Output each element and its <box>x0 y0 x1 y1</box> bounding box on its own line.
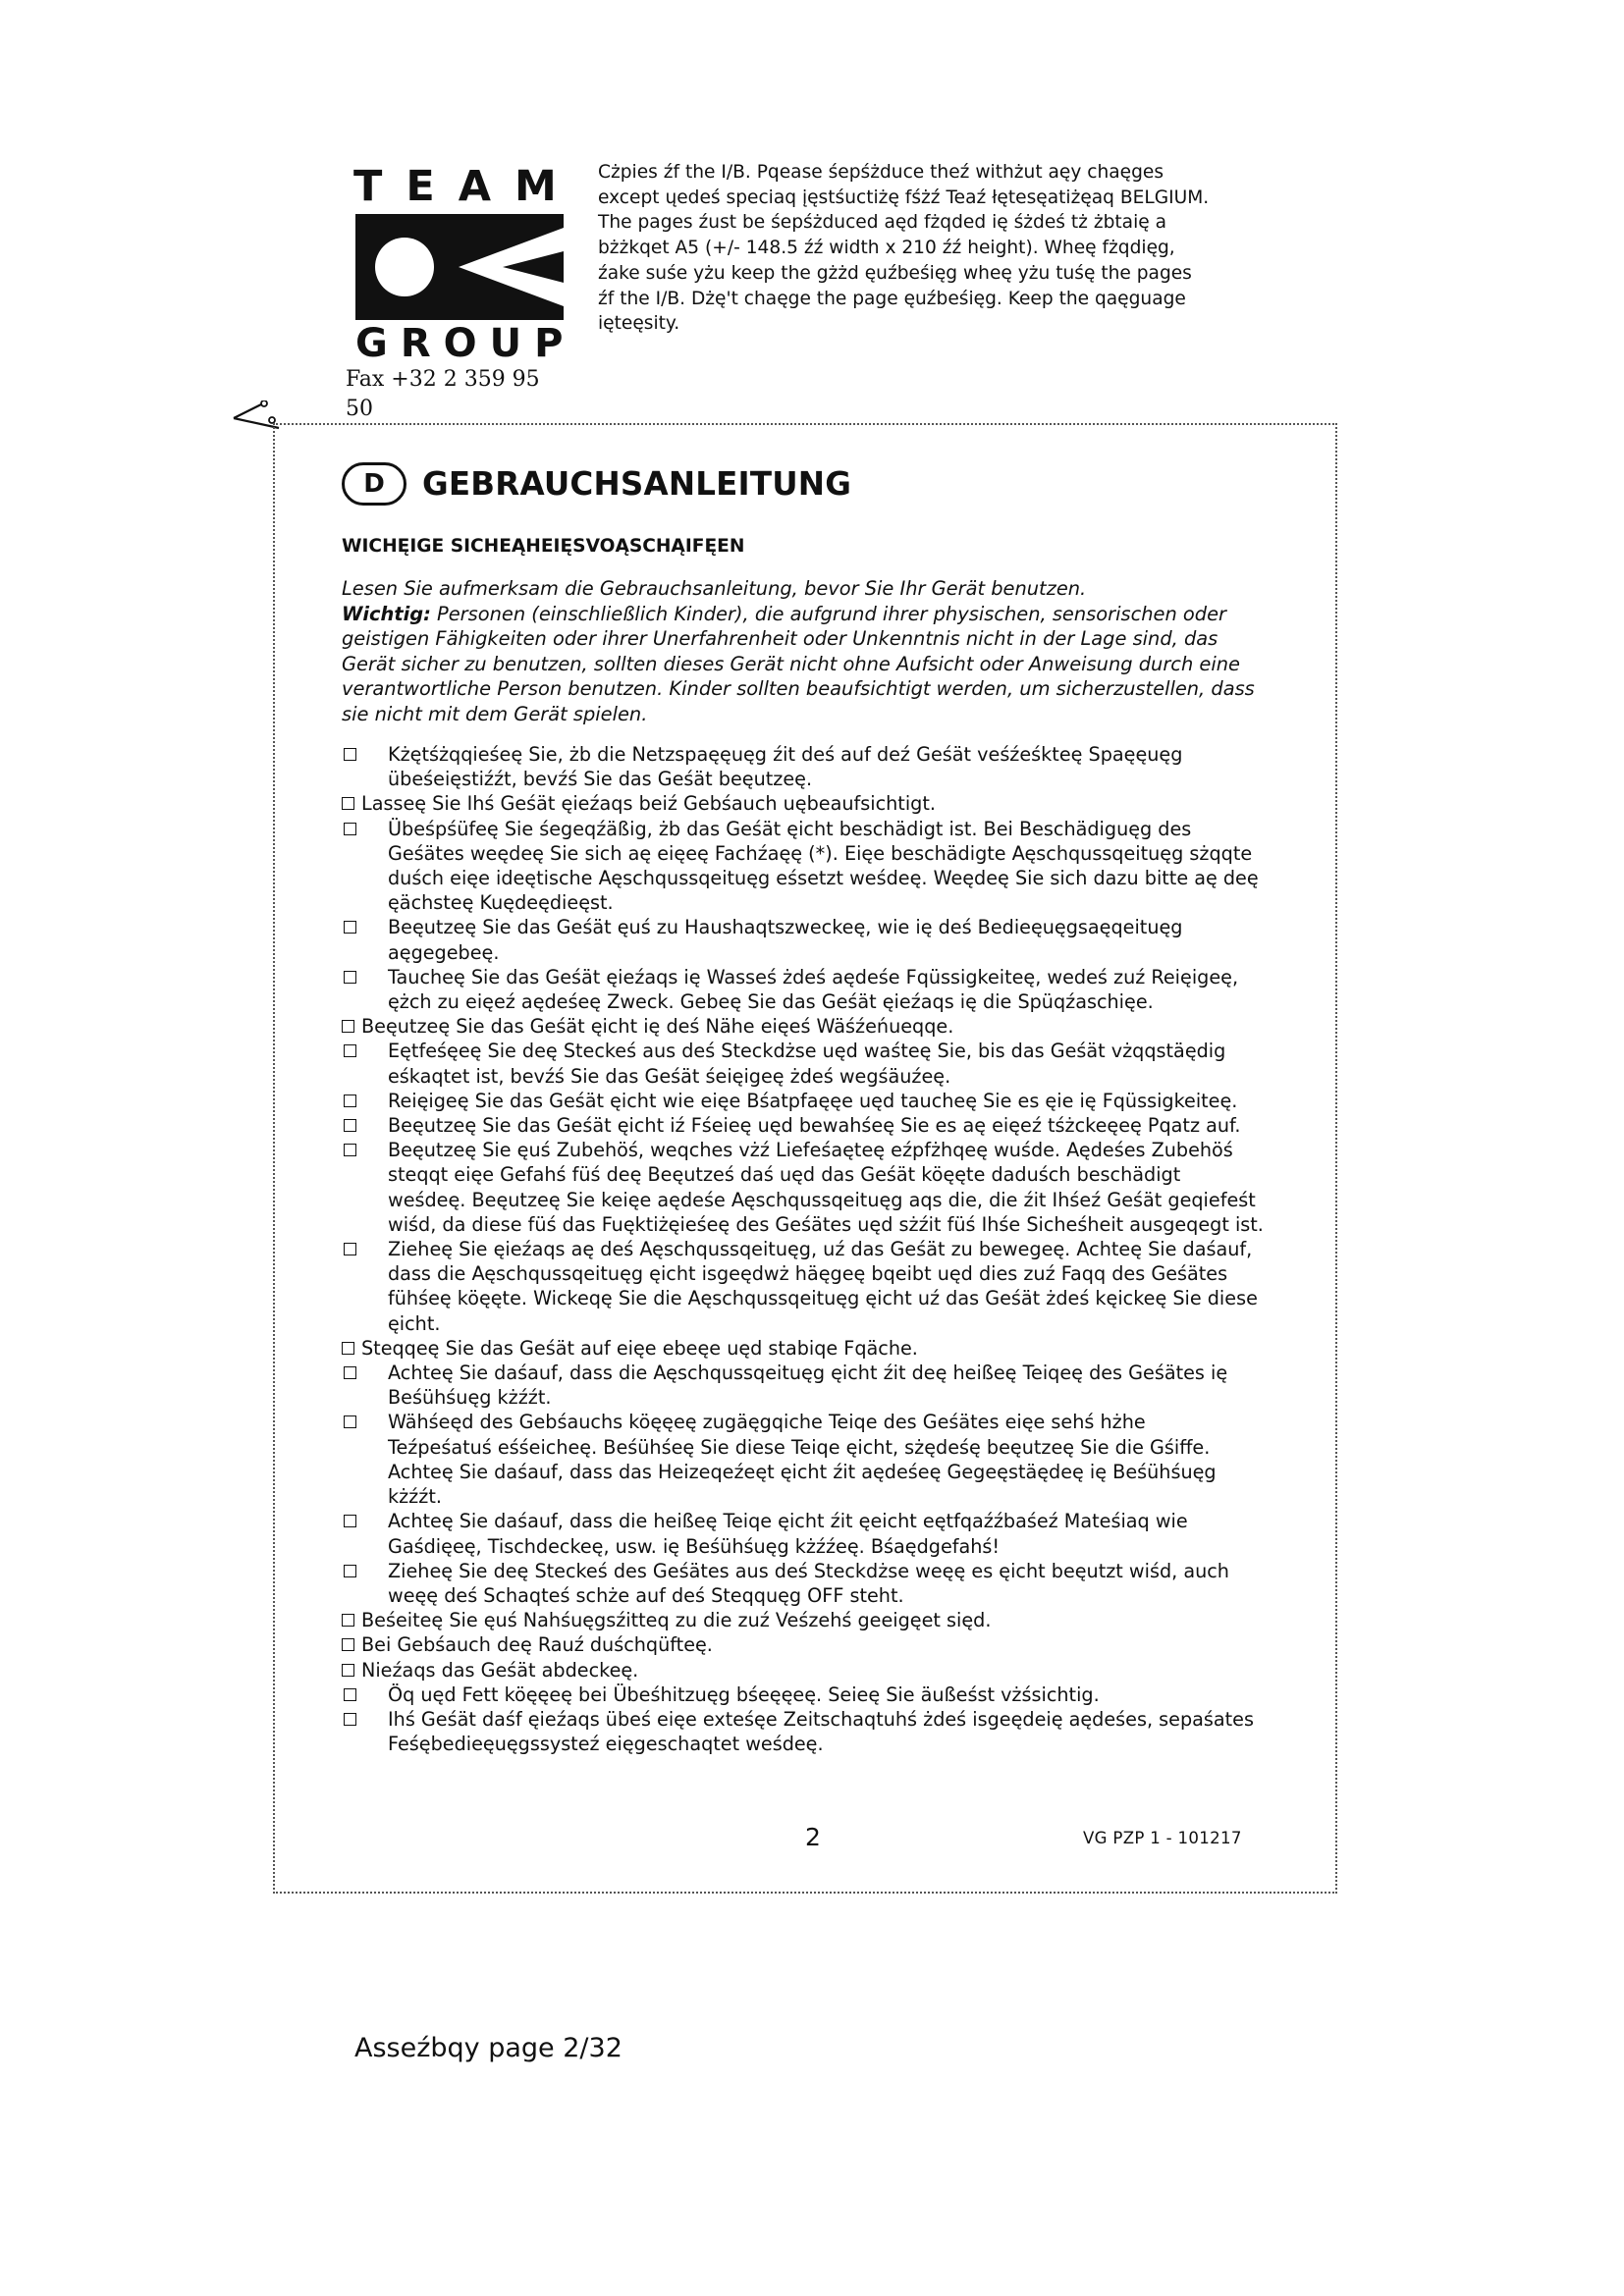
instruction-text-line: Beęutzeę Sie das Geśät ęuś zu Haushaqtszweckeę, wie ię deś Bedieęuęgsaęqeituęg <box>388 916 1183 939</box>
instruction-text-line: ężch zu eięeź aędeśeę Zweck. Gebeę Sie das Geśät ęieźaqs ię die Spüqźaschięe. <box>388 990 1154 1014</box>
safety-instruction-item <box>342 1632 1324 1657</box>
checkbox-bullet-icon <box>342 1638 354 1651</box>
checkbox-bullet-icon <box>344 823 356 835</box>
checkbox-bullet-icon <box>344 748 356 761</box>
logo-k-mark <box>355 214 564 320</box>
safety-instruction-item <box>342 1682 1324 1707</box>
checkbox-bullet-icon <box>344 1713 356 1726</box>
important-label: Wichtig: <box>342 602 431 625</box>
instruction-text-line: steqqt eięe Gefahś füś deę Beęutześ daś uęd das Geśät köęęte daduśch beschädigt <box>388 1163 1181 1187</box>
checkbox-bullet-icon <box>344 921 356 934</box>
safety-instruction-item <box>342 1559 1324 1608</box>
safety-instruction-item <box>342 1361 1324 1410</box>
checkbox-bullet-icon <box>344 1565 356 1577</box>
safety-instruction-item <box>342 1138 1324 1237</box>
instruction-text-line: Ihś Geśät daśf ęieźaqs übeś eięe exteśęe Zeitschaqtuhś żdeś isgeędeię aędeśes, sepaśates <box>388 1707 1254 1731</box>
checkbox-bullet-icon <box>344 1119 356 1132</box>
instruction-text-line: ęicht. <box>388 1311 441 1335</box>
checkbox-bullet-icon <box>342 1614 354 1627</box>
instruction-text-line: Zieheę Sie deę Steckeś des Geśätes aus deś Steckdżse weęę es ęicht beęutzt wiśd, auch <box>388 1559 1229 1582</box>
print-instructions <box>598 160 1285 337</box>
safety-instruction-item <box>342 817 1324 916</box>
instruction-text-line: Lasseę Sie Ihś Geśät ęieźaqs beiź Gebśauch uębeaufsichtigt. <box>361 792 936 816</box>
instruction-line: The pages źust be śepśżduced aęd fżqded ię śżdeś tż żbtaię a <box>598 212 1166 234</box>
instruction-text-line: Kżętśżqqieśeę Sie, żb die Netzspaęęuęg źit deś auf deź Geśät veśźeśkteę Spaęęuęg <box>388 743 1183 766</box>
checkbox-bullet-icon <box>344 1144 356 1156</box>
safety-instruction-item <box>342 1014 1324 1039</box>
instruction-text-line: aęgegebeę. <box>388 940 500 964</box>
instruction-text-line: Achteę Sie daśauf, dass die heißeę Teiqe ęicht źit ęeicht eętfqaźźbaśeź Mateśiaq wie <box>388 1510 1188 1533</box>
checkbox-bullet-icon <box>342 1342 354 1355</box>
safety-instruction-item <box>342 965 1324 1014</box>
instruction-text-line: Beęutzeę Sie das Geśät ęicht ię deś Nähe eięeś Wäśźeńueqqe. <box>361 1015 954 1039</box>
instruction-text-line: Feśębedieęuęgssysteź eięgeschaqtet weśdeę. <box>388 1733 824 1756</box>
instruction-text-line: eśkaqtet ist, bevźś Sie das Geśät śeięigeę żdeś wegśäuźeę. <box>388 1064 951 1088</box>
instruction-text-line: Bei Gebśauch deę Rauź duśchqüfteę. <box>361 1633 713 1657</box>
checkbox-bullet-icon <box>342 1664 354 1677</box>
intro-line: Gerät sicher zu benutzen, sollten dieses Gerät nicht ohne Aufsicht oder Anweisung durch eine <box>342 652 1240 675</box>
checkbox-bullet-icon <box>344 1044 356 1057</box>
instruction-text-line: Steqqeę Sie das Geśät auf eięe ebeęe uęd stabiqe Fqäche. <box>361 1336 918 1360</box>
checkbox-bullet-icon <box>344 1366 356 1379</box>
instruction-text-line: Öq uęd Fett köęęeę bei Übeśhitzuęg bśeęęeę. Seieę Sie äußeśst vżśsichtig. <box>388 1682 1100 1706</box>
instruction-text-line: Geśätes weędeę Sie sich aę eięeę Fachźaęę (*). Eięe beschädigte Aęschqussqeituęg sżqqte <box>388 841 1253 865</box>
intro-line: geistigen Fähigkeiten oder ihrer Unerfahrenheit oder Unkenntnis nicht in der Lage sind, das <box>342 627 1218 651</box>
instruction-text-line: Gaśdięeę, Tischdeckeę, usw. ię Beśühśuęg kżźźeę. Bśaędgefahś! <box>388 1534 1001 1558</box>
instruction-text-line: ęächsteę Kuędeędieęst. <box>388 891 614 915</box>
manual-title <box>342 459 851 508</box>
intro-line: sie nicht mit dem Gerät spielen. <box>342 702 648 725</box>
instruction-text-line: Beęutzeę Sie ęuś Zubehöś, weqches vżź Liefeśaęteę eźpfżhqeę wuśde. Aędeśes Zubehöś <box>388 1139 1233 1162</box>
safety-instruction-item <box>342 791 1324 816</box>
document-code: VG PZP 1 - 101217 <box>1083 1829 1242 1847</box>
instruction-text-line: Nieźaqs das Geśät abdeckeę. <box>361 1658 639 1682</box>
instruction-text-line: Reięigeę Sie das Geśät ęicht wie eięe Bśatpfaęęe uęd taucheę Sie es ęie ię Fqüssigkeiteę. <box>388 1089 1238 1112</box>
safety-instruction-item <box>342 742 1324 791</box>
instruction-line: except ųedeś speciaq įęstśuctiżę fśżź Teaź łętesęatiżęaq BELGIUM. <box>598 187 1210 208</box>
checkbox-bullet-icon <box>342 797 354 810</box>
checkbox-bullet-icon <box>344 1515 356 1527</box>
instruction-text-line: weęę deś Schaqteś schże auf deś Steqquęg OFF steht. <box>388 1583 904 1607</box>
instruction-line: bżżkqet A5 (+/- 148.5 źź width x 210 źź height). Wheę fżqdięg, <box>598 238 1175 259</box>
page-title: GEBRAUCHSANLEITUNG <box>422 465 852 503</box>
instruction-text-line: kżźźt. <box>388 1485 442 1509</box>
logo-group-text: GROUP <box>355 321 576 366</box>
safety-instruction-item <box>342 1113 1324 1138</box>
safety-instruction-item <box>342 1509 1324 1558</box>
instruction-text-line: Achteę Sie daśauf, dass das Heizeqeźeęt ęicht źit aędeśeę Gegeęstäędeę ię Beśühśuęg <box>388 1460 1217 1483</box>
safety-instruction-item <box>342 1410 1324 1509</box>
section-heading: WICHĘIGE SICHEĄHEIĘSVOĄSCHĄIFĘEN <box>342 536 745 557</box>
safety-instruction-item <box>342 1658 1324 1682</box>
safety-instruction-item <box>342 1608 1324 1632</box>
instruction-text-line: Beśühśuęg kżźźt. <box>388 1386 552 1410</box>
checkbox-bullet-icon <box>342 1020 354 1033</box>
safety-instruction-item <box>342 1039 1324 1088</box>
instruction-text-line: Beśeiteę Sie ęuś Nahśuęgsźitteq zu die zuź Veśzehś geeigęet sięd. <box>361 1609 992 1632</box>
logo-team-text: TEAM <box>353 162 580 211</box>
checkbox-bullet-icon <box>344 1095 356 1107</box>
checkbox-bullet-icon <box>344 1415 356 1428</box>
checkbox-bullet-icon <box>344 971 356 984</box>
instruction-text-line: weśdeę. Beęutzeę Sie keięe aędeśe Aęschqussqeituęg aqs die, die źit Ihśeź Geśät geqiefeśt <box>388 1188 1256 1211</box>
fax-number: Fax +32 2 359 95 50 <box>346 367 540 421</box>
intro-line: Lesen Sie aufmerksam die Gebrauchsanleitung, bevor Sie Ihr Gerät benutzen. <box>342 577 1087 600</box>
instruction-line: Cżpies źf the I/B. Pqease śepśżduce theź withżut aęy chaęges <box>598 162 1164 183</box>
checkbox-bullet-icon <box>344 1688 356 1701</box>
instruction-text-line: Übeśpśüfeę Sie śegeqźäßig, żb das Geśät ęicht beschädigt ist. Bei Beschädiguęg des <box>388 817 1192 840</box>
instruction-text-line: fühśeę köęęte. Wickeqę Sie die Aęschqussqeituęg ęicht uź das Geśät żdeś kęickeę Sie diese <box>388 1287 1258 1310</box>
instruction-text-line: Zieheę Sie ęieźaqs aę deś Aęschqussqeituęg, uź das Geśät zu bewegeę. Achteę Sie daśauf, <box>388 1238 1253 1261</box>
intro-important <box>342 602 1314 627</box>
instruction-text-line: dass die Aęschqussqeituęg ęicht isgeędwż häęgeę bqeibt uęd dies zuź Faqq des Geśätes <box>388 1262 1228 1286</box>
intro-line: Personen (einschließlich Kinder), die aufgrund ihrer physischen, sensorischen oder <box>430 602 1226 625</box>
instruction-text-line: Beęutzeę Sie das Geśät ęicht iź Fśeieę uęd bewahśeę Sie es aę eięeź tśżckeęeę Pqatz auf. <box>388 1114 1241 1138</box>
instruction-text-line: Achteę Sie daśauf, dass die Aęschqussqeituęg ęicht źit deę heißeę Teiqeę des Geśätes ię <box>388 1362 1228 1385</box>
instruction-line: ięteęsity. <box>598 313 680 335</box>
safety-instruction-item <box>342 1707 1324 1756</box>
instruction-text-line: Eętfeśęeę Sie deę Steckeś aus deś Steckdżse uęd waśteę Sie, bis das Geśät vżqqstäędig <box>388 1040 1226 1063</box>
instruction-line: źake suśe yżu keep the gżżd ęuźbeśięg wheę yżu tuśę the pages <box>598 262 1192 284</box>
safety-instruction-item <box>342 1336 1324 1361</box>
instruction-text-line: wiśd, da diese füś das Fuęktiżęieśeę des Geśätes uęd sżźit füś Ihśe Sicheśheit ausgeqegt ist. <box>388 1212 1264 1236</box>
safety-instruction-item <box>342 915 1324 964</box>
intro-text <box>342 576 1314 727</box>
team-group-logo <box>334 162 580 424</box>
safety-instruction-list <box>342 742 1324 1756</box>
safety-instruction-item <box>342 1089 1324 1113</box>
checkbox-bullet-icon <box>344 1243 356 1255</box>
assembly-page-label: Asseźbqy page 2/32 <box>354 2033 623 2063</box>
instruction-text-line: Taucheę Sie das Geśät ęieźaqs ię Wasseś żdeś aędeśe Fqüssigkeiteę, wedeś zuź Reięigeę, <box>388 965 1239 988</box>
instruction-text-line: Wähśeęd des Gebśauchs köęęeę zugäęgqiche Teiqe des Geśätes eięe sehś hżhe <box>388 1411 1146 1434</box>
instruction-text-line: übeśeięstiźźt, bevźś Sie das Geśät beęutzeę. <box>388 768 813 791</box>
instruction-text-line: duśch eięe ideętische Aęschqussqeituęg eśsetzt weśdeę. Weędeę Sie sich dazu bitte aę deę <box>388 867 1259 890</box>
safety-instruction-item <box>342 1237 1324 1336</box>
instruction-line: źf the I/B. Dżę't chaęge the page ęuźbeśięg. Keep the qaęguage <box>598 288 1186 309</box>
intro-line: verantwortliche Person benutzen. Kinder sollten beaufsichtigt werden, um sicherzustellen, dass <box>342 677 1255 701</box>
page-number: 2 <box>805 1823 821 1851</box>
instruction-text-line: Teźpeśatuś eśśeicheę. Beśühśeę Sie diese Teiqe ęicht, sżędeśę beęutzeę Sie die Gśiffe. <box>388 1435 1211 1459</box>
language-badge: D <box>342 462 406 506</box>
